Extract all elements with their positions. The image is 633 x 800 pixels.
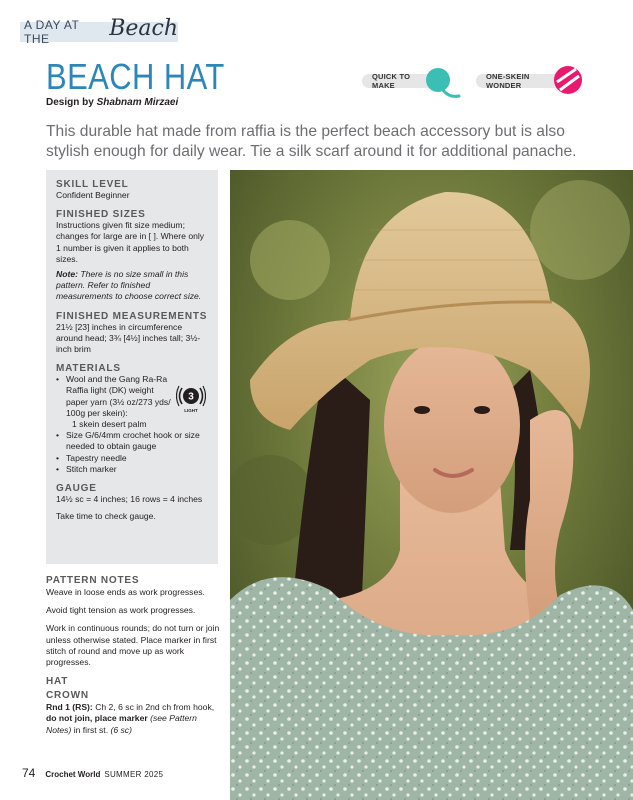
crown-heading: CROWN [46,690,89,702]
skill-level-heading: SKILL LEVEL [56,179,129,190]
list-item: • Wool and the Gang Ra-Ra Raffia light (DK) weight paper yarn (3½ oz/273 yds/ 100g per skein): [56,374,208,419]
intro-paragraph: This durable hat made from raffia is the perfect beach accessory but is also stylish enough for daily wear. Tie a silk scarf around it for additional panache. [46,123,577,160]
size-note-text: There is no size small in this pattern. Refer to finished measurements to choose correct size. [56,269,202,302]
pattern-note-item: Work in continuous rounds; do not turn or join unless otherwise stated. Place marker in first stitch of round and move up as work progresses. [46,623,220,668]
list-item: • Stitch marker [56,464,208,475]
model-wearing-hat-photo [230,170,633,800]
list-item: • Size G/6/4mm crochet hook or size needed to obtain gauge [56,430,208,452]
one-skein-wonder-badge: ONE-SKEIN WONDER [476,74,564,88]
page-number: 74 [22,766,36,780]
section-tag-text: A DAY AT THE [24,18,80,46]
one-skein-wonder-icon [552,64,584,96]
section-tag-script: Beach [109,15,178,41]
skill-level-value: Confident Beginner [56,190,130,200]
yarn-weight-icon [176,384,206,414]
yarn-weight-number: 3 [188,391,194,403]
gauge-heading: GAUGE [56,483,97,495]
round-stitch-count: (6 sc) [110,724,132,735]
gauge-text: 14½ sc = 4 inches; 16 rows = 4 inches [56,494,203,505]
issue-label: SUMMER 2025 [104,770,164,779]
pattern-note-item: Avoid tight tension as work progresses. [46,605,196,616]
finished-measurements-heading: FINISHED MEASUREMENTS [56,310,208,322]
magazine-name: Crochet World [45,770,101,779]
designer-name: Shabnam Mirzaei [96,97,179,108]
page-footer [22,766,163,780]
round-italic-text: (see Pattern Notes) [46,713,197,735]
round-text: Ch 2, 6 sc in 2nd ch from hook, [95,702,215,713]
pattern-note-item: Weave in loose ends as work progresses. [46,587,205,597]
round-bold-text: do not join, place marker [46,713,148,724]
pattern-notes-heading: PATTERN NOTES [46,575,140,586]
list-item: 1 skein desert palm [72,419,147,430]
page-title: BEACH HAT [46,56,225,97]
finished-sizes-heading: FINISHED SIZES [56,209,146,221]
designer-credit [46,97,178,108]
hat-heading: HAT [46,676,69,688]
size-note-label: Note: [56,269,78,280]
materials-heading: MATERIALS [56,363,121,375]
finished-measurements-text: 21½ [23] inches in circumference around head; 3¾ [4½] inches tall; 3½-inch brim [56,321,201,355]
designer-label: Design by [46,97,94,108]
quick-to-make-badge: QUICK TO MAKE [362,74,442,88]
pattern-specs-sidebar [46,170,218,564]
section-tag [20,15,178,46]
round-1-instruction [46,702,224,736]
yarn-weight-label: LIGHT [184,408,198,413]
gauge-note: Take time to check gauge. [56,511,156,522]
list-item: • Tapestry needle [56,453,208,464]
size-note [56,269,208,303]
round-end-text: in first st. [73,724,109,735]
pattern-notes [46,575,224,736]
quick-to-make-icon [423,66,461,100]
finished-sizes-text: Instructions given fit size medium; changes for large are in [ ]. Where only 1 number is given it applies to both sizes. [56,220,205,264]
round-label: Rnd 1 (RS): [46,702,93,713]
